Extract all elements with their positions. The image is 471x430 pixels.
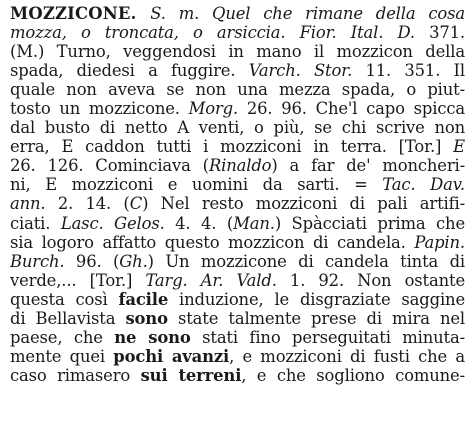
entry-text-segment: 26. 96. Che'l capo spicca	[246, 99, 465, 119]
entry-text-segment: quale non aveva se non una mezza spada, o piut-	[10, 80, 465, 100]
entry-line	[10, 99, 465, 118]
entry-text-segment: tosto un mozzicone.	[10, 99, 189, 119]
entry-text-segment: questa così	[10, 289, 119, 309]
entry-line	[10, 252, 465, 271]
entry-line	[10, 233, 465, 252]
entry-line	[10, 23, 465, 42]
entry-text-segment: Targ. Ar. Vald.	[145, 270, 290, 290]
entry-text-segment: 2. 14. (	[57, 194, 130, 214]
entry-text-segment: pochi avanzi	[113, 346, 230, 366]
entry-text-segment: E	[453, 137, 465, 157]
entry-text-segment: Rinaldo	[208, 156, 272, 176]
entry-line	[10, 175, 465, 194]
entry-line	[10, 271, 465, 290]
entry-line	[10, 4, 465, 23]
entry-text-segment: ) Nel resto mozziconi di pali artifi-	[142, 194, 465, 214]
entry-text-segment: 371.	[429, 23, 465, 43]
entry-line	[10, 347, 465, 366]
entry-text-segment: 1. 92. Non ostante	[289, 270, 465, 290]
entry-line	[10, 80, 465, 99]
entry-text-segment: dal busto di netto A venti, o più, se chi scrive non	[10, 118, 465, 138]
entry-line	[10, 61, 465, 80]
entry-text-segment: ) a far de' moncheri-	[271, 156, 465, 176]
entry-text-segment: Tac. Dav.	[382, 175, 465, 195]
entry-line	[10, 290, 465, 309]
entry-line	[10, 156, 465, 175]
entry-text-segment: caso rimasero	[10, 365, 141, 385]
entry-text-segment: Morg.	[188, 99, 247, 119]
entry-text-segment: Papin.	[414, 232, 465, 252]
entry-text-segment: sia logoro affatto questo mozzicon di candela.	[10, 232, 415, 252]
entry-text-segment: Lasc. Gelos.	[60, 213, 176, 233]
entry-text-segment: Burch.	[10, 251, 76, 271]
entry-text-segment: Man.	[233, 213, 275, 233]
entry-text-segment: ni, E mozziconi e uomini da sarti. =	[10, 175, 383, 195]
entry-text-segment: C	[129, 194, 143, 214]
entry-text-segment: 4. 4. (	[175, 213, 234, 233]
entry-line	[10, 194, 465, 213]
entry-text-segment: erra, E caddon tutti i mozziconi in terra. [Tor.]	[10, 137, 454, 157]
entry-line	[10, 42, 465, 61]
entry-line	[10, 137, 465, 156]
entry-text-segment: 11. 351. Il	[365, 61, 465, 81]
entry-text-segment: ) Un mozzicone di candela tinta di	[147, 251, 465, 271]
entry-text-segment: 96. (	[75, 251, 120, 271]
entry-text-segment: ) Spàcciati prima che	[274, 213, 465, 233]
entry-text-segment: sui terreni	[140, 365, 242, 385]
entry-text-segment: S. m. Quel che rimane della cosa	[150, 4, 465, 23]
entry-text-segment: ciati.	[10, 213, 61, 233]
entry-line	[10, 309, 465, 328]
entry-text-segment: Gh.	[119, 251, 148, 271]
entry-line	[10, 214, 465, 233]
entry-text-segment: mozza, o troncata, o arsiccia. Fior. Ital. D.	[10, 23, 430, 43]
dictionary-entry	[10, 4, 465, 385]
entry-text-segment: , e mozziconi di fusti che a	[229, 346, 465, 366]
entry-text-segment: ne sono	[114, 327, 191, 347]
entry-text-segment: (M.) Turno, veggendosi in mano il mozzicon della	[10, 42, 465, 62]
entry-text-segment: di Bellavista	[10, 308, 126, 328]
entry-text-segment: induzione, le disgraziate saggine	[168, 289, 465, 309]
entry-text-segment: Varch. Stor.	[248, 61, 366, 81]
entry-line	[10, 366, 465, 385]
entry-text-segment: stati fino perseguitati minuta-	[190, 327, 465, 347]
entry-text-segment: ann.	[10, 194, 58, 214]
entry-line	[10, 328, 465, 347]
entry-text-segment: mente quei	[10, 346, 114, 366]
entry-text-segment: sono	[125, 308, 168, 328]
entry-text-segment: state talmente prese di mira nel	[167, 308, 465, 328]
entry-text-segment: spada, diedesi a fuggire.	[10, 61, 249, 81]
headword: MOZZICONE.	[10, 4, 151, 23]
entry-text-segment: 26. 126. Cominciava (	[10, 156, 209, 176]
entry-line	[10, 118, 465, 137]
entry-text-segment: verde,... [Tor.]	[10, 270, 146, 290]
entry-text-segment: paese, che	[10, 327, 115, 347]
entry-text-segment: facile	[118, 289, 169, 309]
entry-text-segment: , e che sogliono comune-	[241, 365, 465, 385]
